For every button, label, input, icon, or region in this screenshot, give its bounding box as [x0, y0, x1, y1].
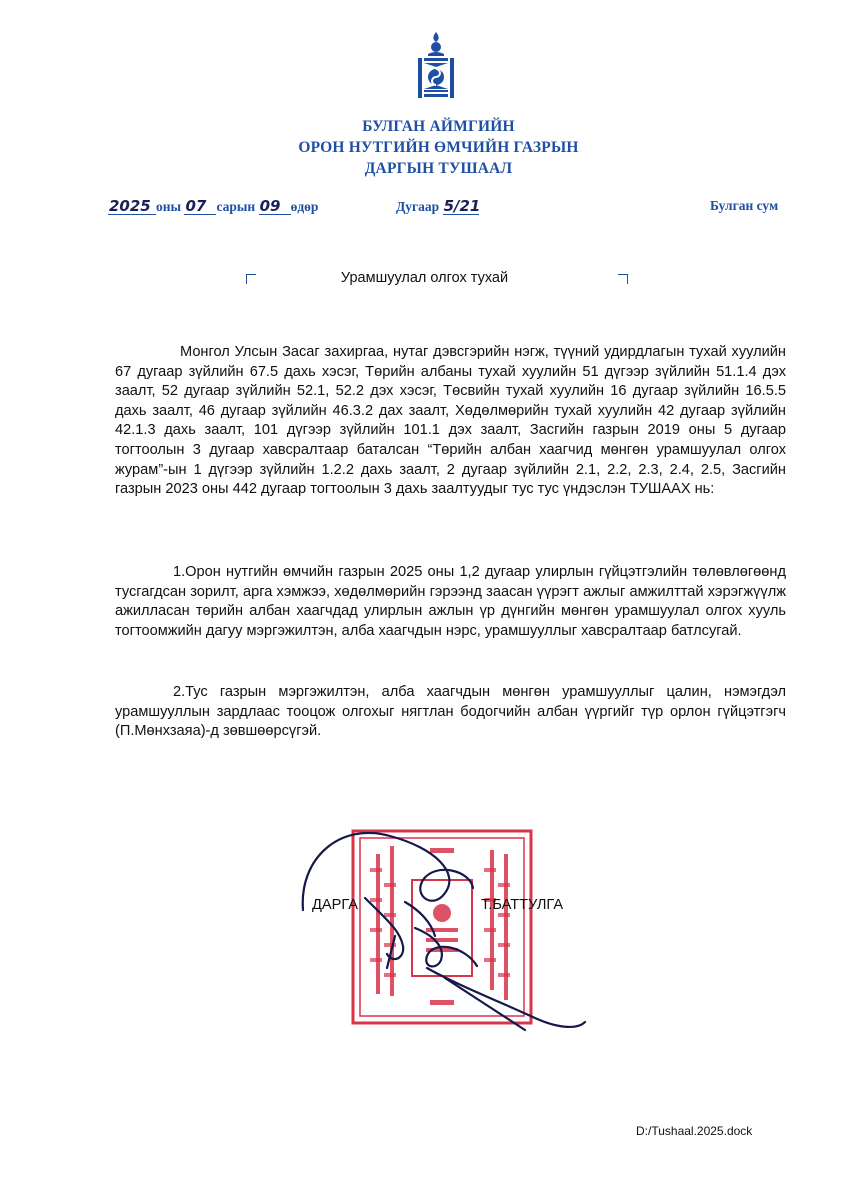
subject-corner-right	[618, 274, 628, 284]
header-line-office: ОРОН НУТГИЙН ӨМЧИЙН ГАЗРЫН	[298, 139, 579, 156]
signatory-name: Т.БАТТУЛГА	[481, 897, 564, 913]
date-day: 09	[259, 198, 291, 215]
body-paragraph-item-1: 1.Орон нутгийн өмчийн газрын 2025 оны 1,2 дугаар улирлын гүйцэтгэлийн төлөвлөгөөнд тусгагдсан зорилт, арга хэмжээ, хөдөлмөрийн гэрээнд заасан үүрэгт ажлыг амжилттай хэрэгжүүлж ажилласан төрийн албан хаагчдад улирлын ажлын үр дүнгийн мөнгөн урамшуулал олгох хууль тогтоомжийн дагуу мэргэжилтэн, алба хаагчдын нэрс, урамшууллыг хавсралтаар батлсугай.	[115, 564, 786, 639]
header-line-aimag: БУЛГАН АЙМГИЙН	[362, 118, 515, 135]
document-subject: Урамшуулал олгох тухай	[340, 270, 509, 286]
document-number	[396, 198, 479, 215]
handwritten-signature	[295, 818, 595, 1043]
number-label: Дугаар	[396, 199, 440, 214]
number-value: 5/21	[443, 197, 481, 215]
soyombo-emblem-icon	[414, 30, 458, 104]
signatory-title: ДАРГА	[312, 897, 359, 913]
document-place: Булган сум	[710, 198, 779, 213]
file-path-footer: D:/Tushaal.2025.dock	[636, 1124, 753, 1138]
date-year: 2025	[108, 198, 156, 215]
document-meta	[0, 198, 849, 222]
body-paragraph-item-2: 2.Тус газрын мэргэжилтэн, алба хаагчдын мөнгөн урамшууллыг цалин, нэмэгдэл урамшууллын зардлаас тооцож олгохыг нягтлан бодогчийн албан үүргийг түр орлон гүйцэтгэгч (П.Мөнхзаяа)-д зөвшөөрсүгэй.	[115, 684, 786, 740]
date-year-suffix: оны	[156, 199, 182, 214]
body-paragraph-preamble: Монгол Улсын Засаг захиргаа, нутаг дэвсгэрийн нэгж, түүний удирдлагын тухай хуулийн 67 дугаар зүйлийн 67.5 дахь хэсэг, Төрийн албаны тухай хуулийн 51 дүгээр зүйлийн 51.1.4 дэх заалт, 52 дугаар зүйлийн 52.1, 52.2 дэх хэсэг, Төсвийн тухай хуулийн 16 дугаар зүйлийн 16.5.5 дахь заалт, 46 дугаар зүйлийн 46.3.2 дах заалт, Хөдөлмөрийн тухай хуулийн 42 дугаар зүйлийн 42.1.3 дахь заалт, 101 дүгээр зүйлийн 101.1 дэх заалт, Засгийн газрын 2019 оны 5 дугаар тогтоолын 3 дугаар хавсралтаар баталсан “Төрийн албан хаагчид мөнгөн урамшуулал олгох журам”-ын 1 дүгээр зүйлийн 1.2.2 дахь заалт, 2 дугаар зүйлийн 2.1, 2.2, 2.3, 2.4, 2.5, Засгийн газрын 2023 оны 442 дугаар тогтоолын 3 дахь заалтуудыг тус тус үндэслэн ТУШААХ нь:	[115, 344, 786, 498]
date-month-suffix: сарын	[216, 199, 256, 214]
document-date	[108, 198, 318, 215]
header-line-order: ДАРГЫН ТУШААЛ	[364, 160, 513, 177]
date-day-suffix: өдөр	[290, 199, 319, 214]
document-header	[0, 116, 849, 179]
date-month: 07	[184, 198, 216, 215]
